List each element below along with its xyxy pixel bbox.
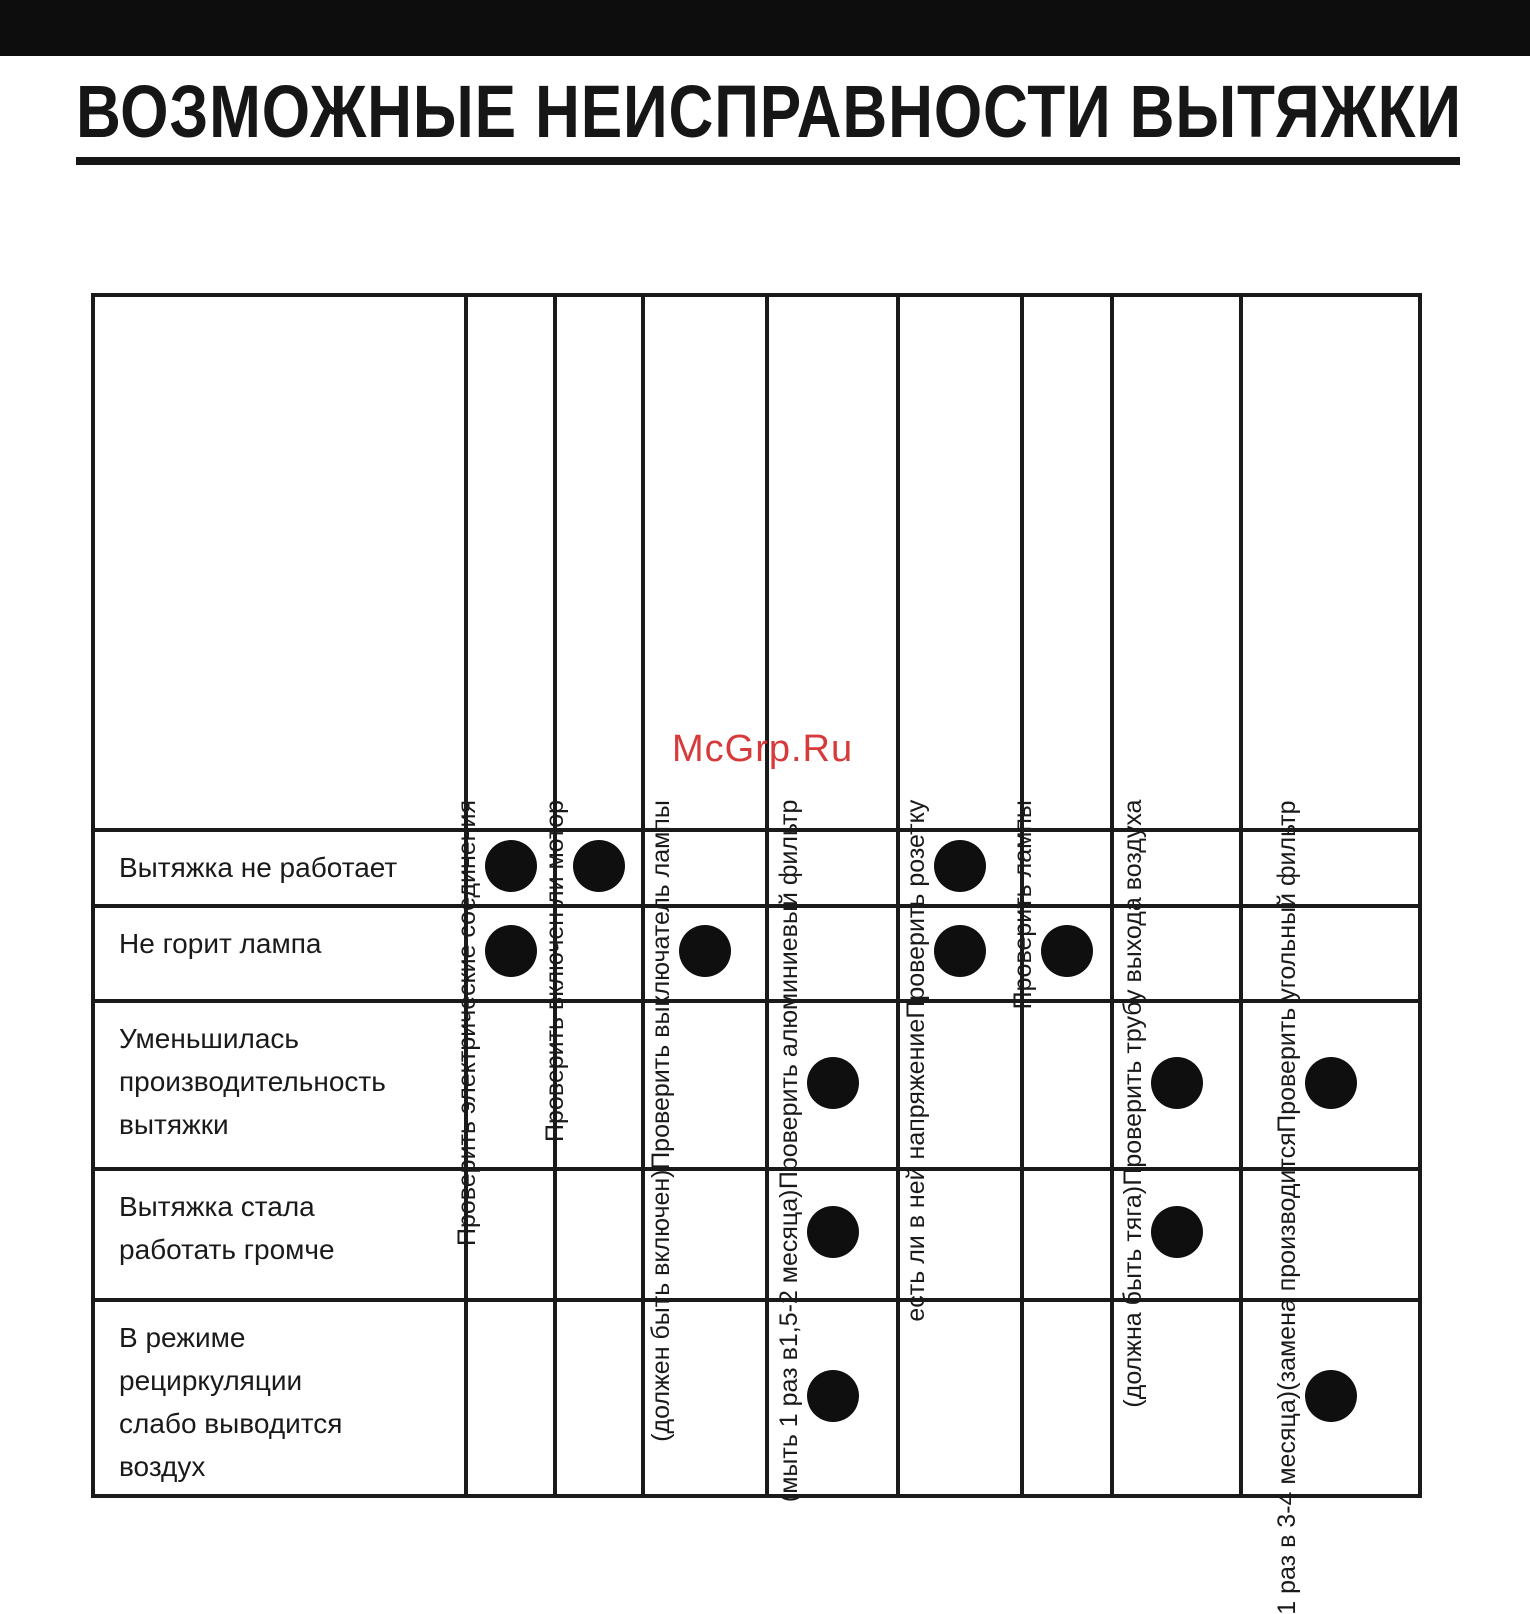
check-dot-icon	[807, 1206, 859, 1258]
column-header-line: Проверить алюминиевый фильтр	[774, 800, 803, 1190]
column-header	[898, 295, 1022, 1322]
problem-text	[119, 832, 464, 889]
column-header-line: (должна быть тяга)	[1118, 1186, 1147, 1408]
problem-cell	[93, 1169, 466, 1300]
column-header-text	[639, 800, 683, 1442]
table-row	[93, 1169, 1420, 1300]
check-dot-icon	[934, 925, 986, 977]
problem-text	[119, 1003, 464, 1146]
check-dot-icon	[1151, 1206, 1203, 1258]
column-header-line: Проверить угольный фильтр	[1272, 800, 1301, 1133]
column-header-line: Проверить выключатель лампы	[647, 800, 675, 1170]
problem-line: Вытяжка стала	[119, 1191, 315, 1222]
column-header	[541, 295, 643, 1142]
check-cell	[555, 1300, 643, 1496]
check-dot-icon	[1305, 1370, 1357, 1422]
check-cell	[898, 1300, 1022, 1496]
problem-line: Вытяжка не работает	[119, 852, 398, 883]
table-row	[93, 906, 1420, 1001]
column-header-text	[894, 800, 938, 1322]
column-header-text	[767, 800, 811, 1502]
check-dot-icon	[485, 840, 537, 892]
check-dot-icon	[1305, 1057, 1357, 1109]
corner-cell	[93, 295, 466, 830]
column-header-line: 1 раз в 3-4 месяца)	[1272, 1390, 1301, 1614]
column-header-line: Проверить электрические соединения	[452, 800, 481, 1246]
column-header-line: Проверить розетку	[902, 800, 930, 1019]
problem-text	[119, 1171, 464, 1271]
problem-text	[119, 1302, 464, 1488]
problem-cell	[93, 906, 466, 1001]
column-header-text	[445, 800, 489, 1246]
table-row	[93, 830, 1420, 906]
column-header-text	[1111, 800, 1155, 1408]
check-cell	[1022, 1169, 1112, 1300]
problem-line: производительность	[119, 1066, 386, 1097]
column-header-text	[533, 800, 577, 1142]
page-title: ВОЗМОЖНЫЕ НЕИСПРАВНОСТИ ВЫТЯЖКИ	[76, 70, 1462, 153]
column-header-line: Проверить трубу выхода воздуха	[1118, 800, 1147, 1187]
check-dot-icon	[807, 1057, 859, 1109]
check-cell	[466, 1300, 555, 1496]
troubleshooting-table	[91, 293, 1422, 1614]
problem-line: рециркуляции	[119, 1365, 303, 1396]
table-body	[93, 830, 1420, 1496]
check-cell	[555, 1169, 643, 1300]
check-dot-icon	[1041, 925, 1093, 977]
column-header	[1241, 295, 1420, 1614]
column-header-line: (замена производится	[1272, 1132, 1301, 1391]
check-dot-icon	[807, 1370, 859, 1422]
table-row	[93, 1001, 1420, 1169]
title-underline	[76, 157, 1460, 165]
problem-line: Не горит лампа	[119, 928, 322, 959]
problem-line: вытяжки	[119, 1109, 229, 1140]
problem-cell	[93, 1300, 466, 1496]
column-header-text	[1265, 800, 1309, 1614]
check-cell	[1022, 1001, 1112, 1169]
column-header	[1009, 295, 1112, 1010]
problem-line: Уменьшилась	[119, 1023, 300, 1054]
check-cell	[1022, 1300, 1112, 1496]
watermark: McGrp.Ru	[672, 728, 854, 770]
problem-line: работать громче	[119, 1234, 335, 1265]
table-row	[93, 1300, 1420, 1496]
check-dot-icon	[485, 925, 537, 977]
problem-cell	[93, 830, 466, 906]
problem-line: воздух	[119, 1451, 206, 1482]
check-dot-icon	[934, 840, 986, 892]
problem-cell	[93, 1001, 466, 1169]
top-black-bar	[0, 0, 1530, 56]
column-header-line: Проверить включен ли мотор	[541, 800, 569, 1142]
column-header-line: (должен быть включен)	[647, 1169, 675, 1442]
column-header-line: есть ли в ней напряжение	[902, 1018, 930, 1322]
problem-text	[119, 908, 464, 965]
problem-line: В режиме	[119, 1322, 246, 1353]
column-header-line: Проверить лампы	[1009, 800, 1037, 1010]
check-dot-icon	[679, 925, 731, 977]
column-header	[1112, 295, 1241, 1408]
column-header-text	[1001, 800, 1045, 1009]
check-dot-icon	[1151, 1057, 1203, 1109]
check-dot-icon	[573, 840, 625, 892]
problem-line: слабо выводится	[119, 1408, 343, 1439]
column-header-line: (мыть 1 раз в1,5-2 месяца)	[774, 1189, 803, 1503]
